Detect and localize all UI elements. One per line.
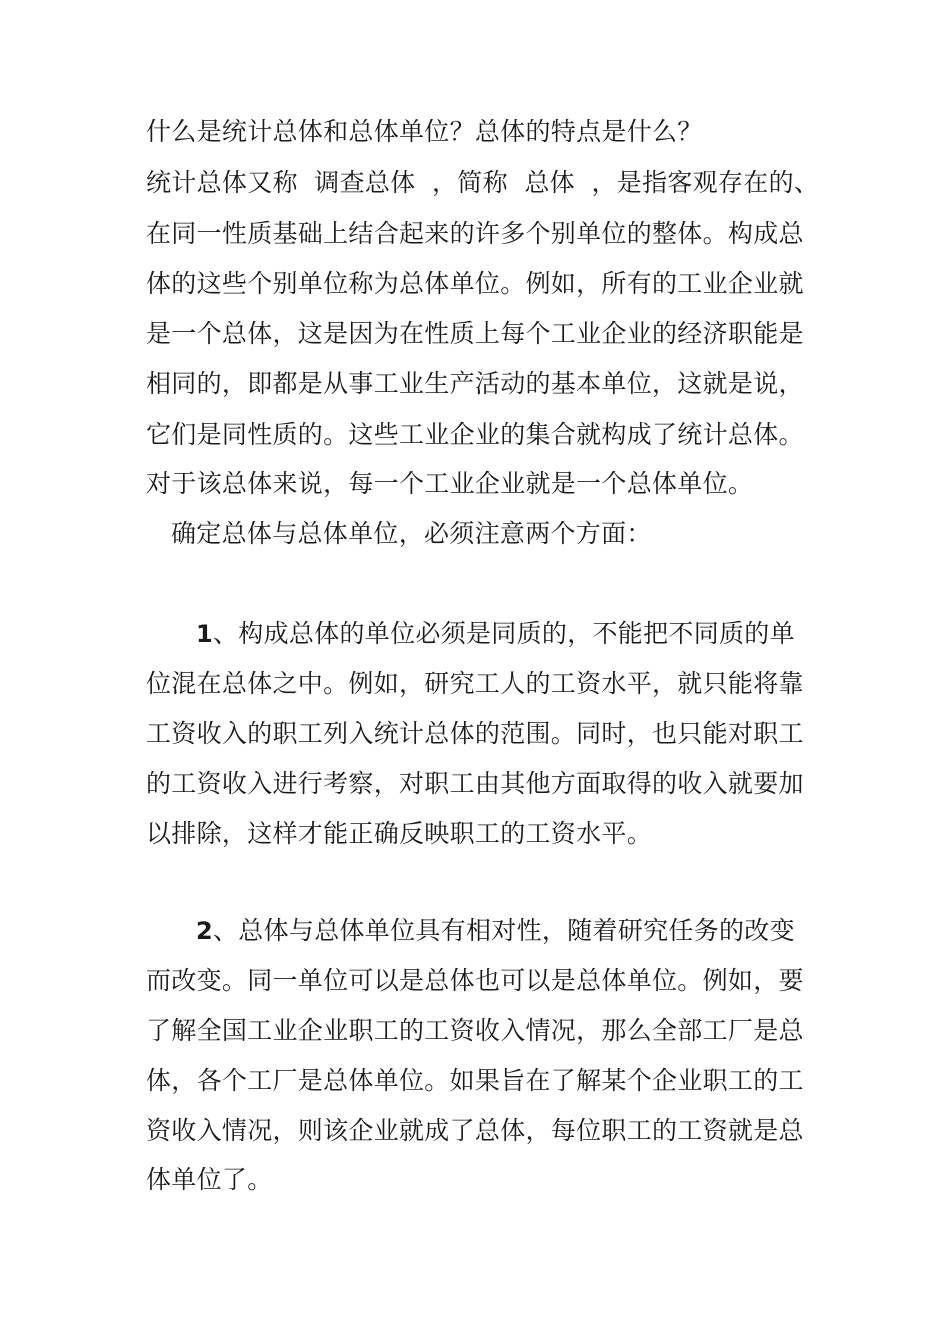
- point2-line: 资收入情况，则该企业就成了总体，每位职工的工资就是总: [146, 1116, 804, 1145]
- point2-number: 2: [196, 917, 213, 945]
- point1-first-line: [196, 617, 866, 651]
- point2-line: 体单位了。: [146, 1165, 273, 1194]
- point2-line: 了解全国工业企业职工的工资收入情况，那么全部工厂是总: [146, 1016, 804, 1045]
- point2-first-line: [196, 914, 866, 948]
- question-heading: 什么是统计总体和总体单位？总体的特点是什么？: [146, 117, 703, 146]
- intro-line: 确定总体与总体单位，必须注意两个方面：: [171, 519, 652, 548]
- point2-line: 体，各个工厂是总体单位。如果旨在了解某个企业职工的工: [146, 1066, 804, 1095]
- definition-line: 在同一性质基础上结合起来的许多个别单位的整体。构成总: [146, 219, 804, 248]
- definition-line: 统计总体又称 调查总体 ，简称 总体 ，是指客观存在的、: [146, 168, 820, 197]
- point2-line: 而改变。同一单位可以是总体也可以是总体单位。例如，要: [146, 966, 804, 995]
- point1-line: 工资收入的职工列入统计总体的范围。同时，也只能对职工: [146, 719, 804, 748]
- definition-line: 体的这些个别单位称为总体单位。例如，所有的工业企业就: [146, 269, 804, 298]
- point1-number: 1: [196, 620, 213, 648]
- point1-line: 的工资收入进行考察，对职工由其他方面取得的收入就要加: [146, 769, 804, 798]
- definition-line: 是一个总体，这是因为在性质上每个工业企业的经济职能是: [146, 319, 804, 348]
- point1-line: 位混在总体之中。例如，研究工人的工资水平，就只能将靠: [146, 669, 804, 698]
- point1-line: 以排除，这样才能正确反映职工的工资水平。: [146, 819, 653, 848]
- definition-line: 它们是同性质的。这些工业企业的集合就构成了统计总体。: [146, 420, 804, 449]
- definition-line: 相同的，即都是从事工业生产活动的基本单位，这就是说，: [146, 369, 804, 398]
- definition-line: 对于该总体来说，每一个工业企业就是一个总体单位。: [146, 469, 754, 498]
- point1-text: 、构成总体的单位必须是同质的，不能把不同质的单: [213, 619, 795, 648]
- point2-text: 、总体与总体单位具有相对性，随着研究任务的改变: [213, 916, 795, 945]
